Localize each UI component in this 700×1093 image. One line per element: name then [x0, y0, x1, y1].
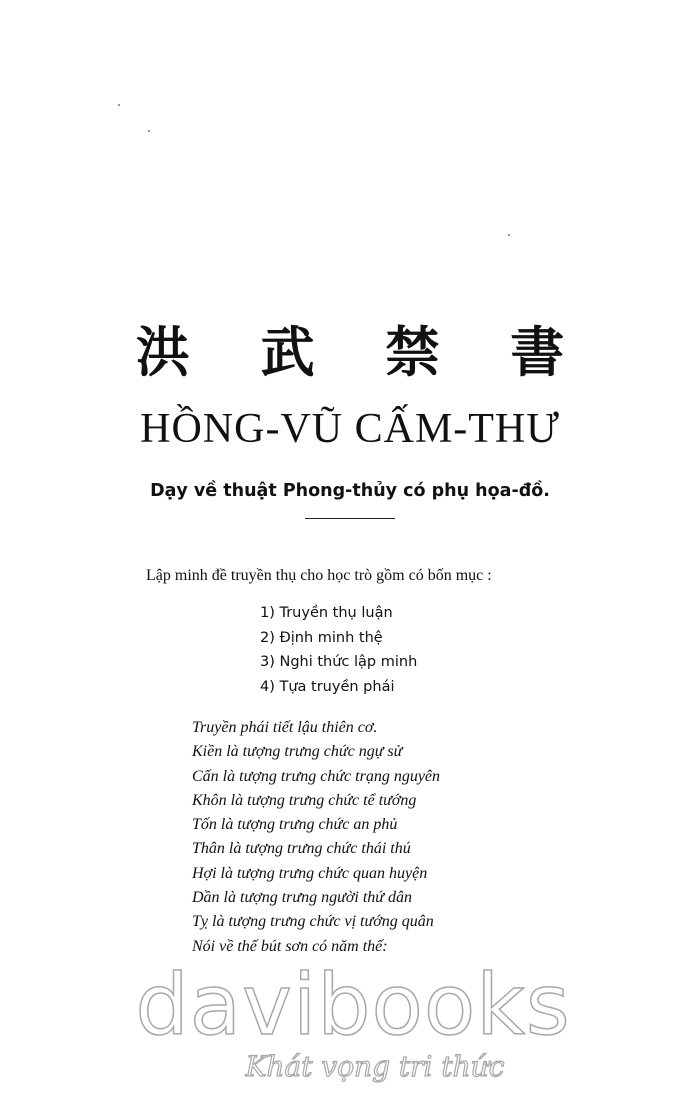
chinese-title: 洪 武 禁 書 [135, 321, 591, 384]
title-divider [305, 518, 395, 519]
verse-line: Tốn là tượng trưng chức an phủ [192, 816, 398, 834]
scan-speck [148, 130, 150, 132]
verse-line: Thân là tượng trưng chức thái thú [192, 840, 411, 858]
scan-speck [118, 104, 120, 106]
scan-speck [508, 234, 510, 236]
vietnamese-title: HỒNG-VŨ CẤM-THƯ [140, 406, 560, 452]
verse-line: Nói về thế bút sơn có năm thế: [192, 937, 388, 955]
verse-line: Tỵ là tượng trưng chức vị tướng quân [192, 913, 434, 931]
verse-line: Hợi là tượng trưng chức quan huyện [192, 864, 428, 882]
list-item: 2) Định minh thệ [260, 629, 383, 646]
watermark-brand: davibooks [135, 956, 571, 1054]
verse-line: Khôn là tượng trưng chức tể tướng [192, 791, 417, 809]
list-item: 4) Tựa truyền phái [260, 679, 395, 696]
verse-block [192, 716, 440, 959]
list-item: 3) Nghi thức lập minh [260, 654, 418, 671]
watermark-tagline: Khát vọng tri thức [245, 1050, 505, 1083]
intro-paragraph: Lập minh đề truyền thụ cho học trò gồm có bốn mục : [146, 567, 492, 584]
verse-line: Dần là tượng trưng người thứ dân [192, 889, 412, 907]
list-item: 1) Truyền thụ luận [260, 605, 393, 621]
verse-line: Cấn là tượng trưng chức trạng nguyên [192, 767, 441, 785]
verse-line: Truyền phái tiết lậu thiên cơ. [192, 719, 378, 736]
subtitle: Dạy về thuật Phong-thủy có phụ họa-đồ. [150, 481, 550, 501]
numbered-list [260, 601, 417, 700]
verse-line: Kiền là tượng trưng chức ngự sử [192, 743, 403, 761]
